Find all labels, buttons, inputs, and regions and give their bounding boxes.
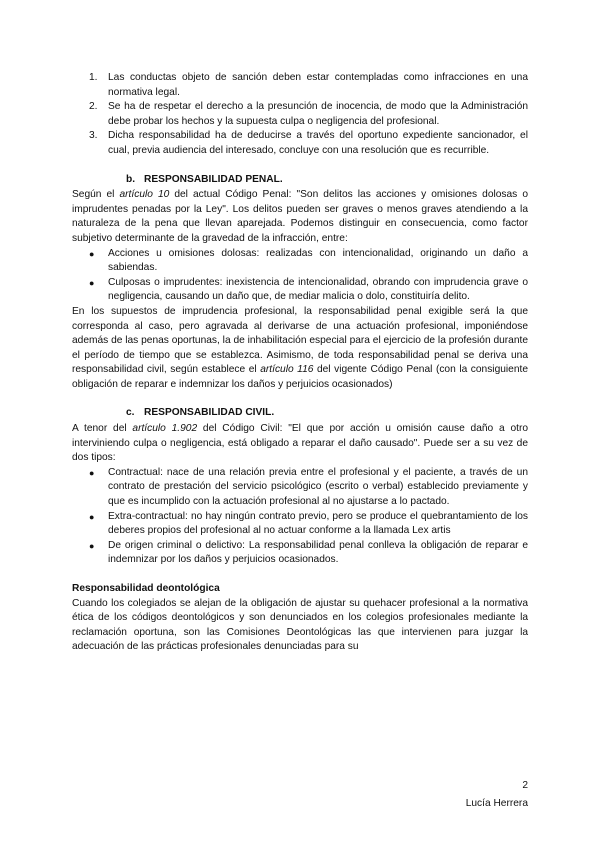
closing-text: En los supuestos de imprudencia profesional, la responsabilidad penal exigible será la que corresponda al caso, pero agravada al derivarse de una actuación profesional, imponiéndose además de las penas oportunas, la de inhabilitación especial para el ejercicio de la profesión durante el período de tiempo que se establezca. Asimismo, de toda responsabilidad penal se deriva una responsabilidad civil, según establece el: [72, 305, 528, 376]
bullet-text: Extra-contractual: no hay ningún contrato previo, pero se produce el quebrantamiento de los deberes propios del profesional al no actuar conforme a la llamada Lex artis: [108, 510, 528, 537]
section-b-heading: [126, 173, 528, 188]
deontologica-text: Cuando los colegiados se alejan de la obligación de ajustar su quehacer profesional a la normativa ética de los códigos deontológicos y son denunciados en los colegios profesionales mediante la reclamación oportuna, son las Comisiones Deontológicas las que intervienen para juzgar la adecuación de las prácticas profesionales denunciadas para su: [72, 597, 528, 653]
section-b-bullets: [72, 247, 528, 305]
intro-text: A tenor del: [72, 423, 133, 435]
list-number: 1.: [89, 72, 98, 83]
section-c-bullets: [72, 466, 528, 568]
numbered-list: [72, 71, 528, 159]
list-number: 3.: [89, 130, 98, 142]
bullet-item: [72, 276, 528, 305]
section-b-intro: [72, 188, 528, 246]
bullet-text: De origen criminal o delictivo: La responsabilidad penal conlleva la obligación de reparar e indemnizar por los daños y perjuicios ocasionados.: [108, 539, 528, 566]
closing-text: del vigente Código Penal (con la consiguiente obligación de reparar e indemnizar los daños y perjuicios ocasionados): [72, 364, 528, 390]
intro-text: Según el: [72, 189, 120, 201]
intro-text: del Código Civil: "El que por acción u omisión cause daño a otro interviniendo culpa o negligencia, está obligado a reparar el daño causado". Puede ser a su vez de dos tipos:: [72, 423, 529, 464]
bullet-icon: ●: [89, 467, 95, 478]
section-b-title: RESPONSABILIDAD PENAL.: [144, 173, 283, 185]
article-reference: artículo 10: [119, 189, 170, 201]
bullet-text: Acciones u omisiones dolosas: realizadas con intencionalidad, originando un daño a sabiendas.: [108, 247, 528, 274]
bullet-icon: ●: [89, 248, 95, 259]
bullet-icon: ●: [89, 540, 95, 551]
list-number: 2.: [89, 101, 98, 113]
list-item-text: Se ha de respetar el derecho a la presunción de inocencia, de modo que la Administración debe probar los hechos y la supuesta culpa o negligencia del profesional.: [108, 101, 528, 127]
page-content: [72, 71, 528, 655]
list-item: [72, 129, 528, 158]
section-c-intro: [72, 422, 528, 466]
article-reference: artículo 1.902: [132, 423, 198, 435]
section-b-letter: b.: [126, 173, 136, 185]
section-c-title: RESPONSABILIDAD CIVIL.: [144, 407, 275, 419]
section-c-letter: c.: [126, 407, 135, 419]
section-c-heading: [126, 406, 528, 421]
bullet-icon: ●: [89, 511, 95, 522]
bullet-icon: ●: [89, 277, 95, 288]
bullet-text: Contractual: nace de una relación previa entre el profesional y el paciente, a través de un contrato de prestación del servicio psicológico (escrito o verbal) establecido previamente y que es incumplido con la actuación profesional al no ajustarse a lo pactado.: [108, 466, 528, 508]
list-item-text: Dicha responsabilidad ha de deducirse a través del oportuno expediente sancionador, el cual, previa audiencia del interesado, concluye con una resolución que es recurrible.: [108, 130, 528, 156]
bullet-item: [72, 466, 528, 510]
intro-text: del actual Código Penal: "Son delitos las acciones y omisiones dolosas o imprudentes penadas por la Ley". Los delitos pueden ser graves o menos graves atendiendo a la naturaleza de la pena que llevan aparejada. Podemos distinguir en consecuencia, como factor subjetivo determinante de la gravedad de la infracción, entre:: [72, 189, 528, 244]
deontologica-heading: Responsabilidad deontológica: [72, 583, 220, 594]
bullet-item: [72, 510, 528, 539]
bullet-item: [72, 539, 528, 568]
section-b-closing: [72, 305, 528, 393]
bullet-text: Culposas o imprudentes: inexistencia de intencionalidad, obrando con imprudencia grave o negligencia, causando un daño que, de mediar malicia o dolo, constituiría delito.: [108, 276, 528, 303]
list-item: [72, 100, 528, 129]
page-number: 2: [522, 780, 528, 791]
list-item-text: Las conductas objeto de sanción deben estar contempladas como infracciones en una normativa legal.: [108, 72, 528, 98]
bullet-item: [72, 247, 528, 276]
footer-author: Lucía Herrera: [465, 798, 528, 809]
list-item: [72, 71, 528, 100]
article-reference: artículo 116: [260, 364, 314, 376]
